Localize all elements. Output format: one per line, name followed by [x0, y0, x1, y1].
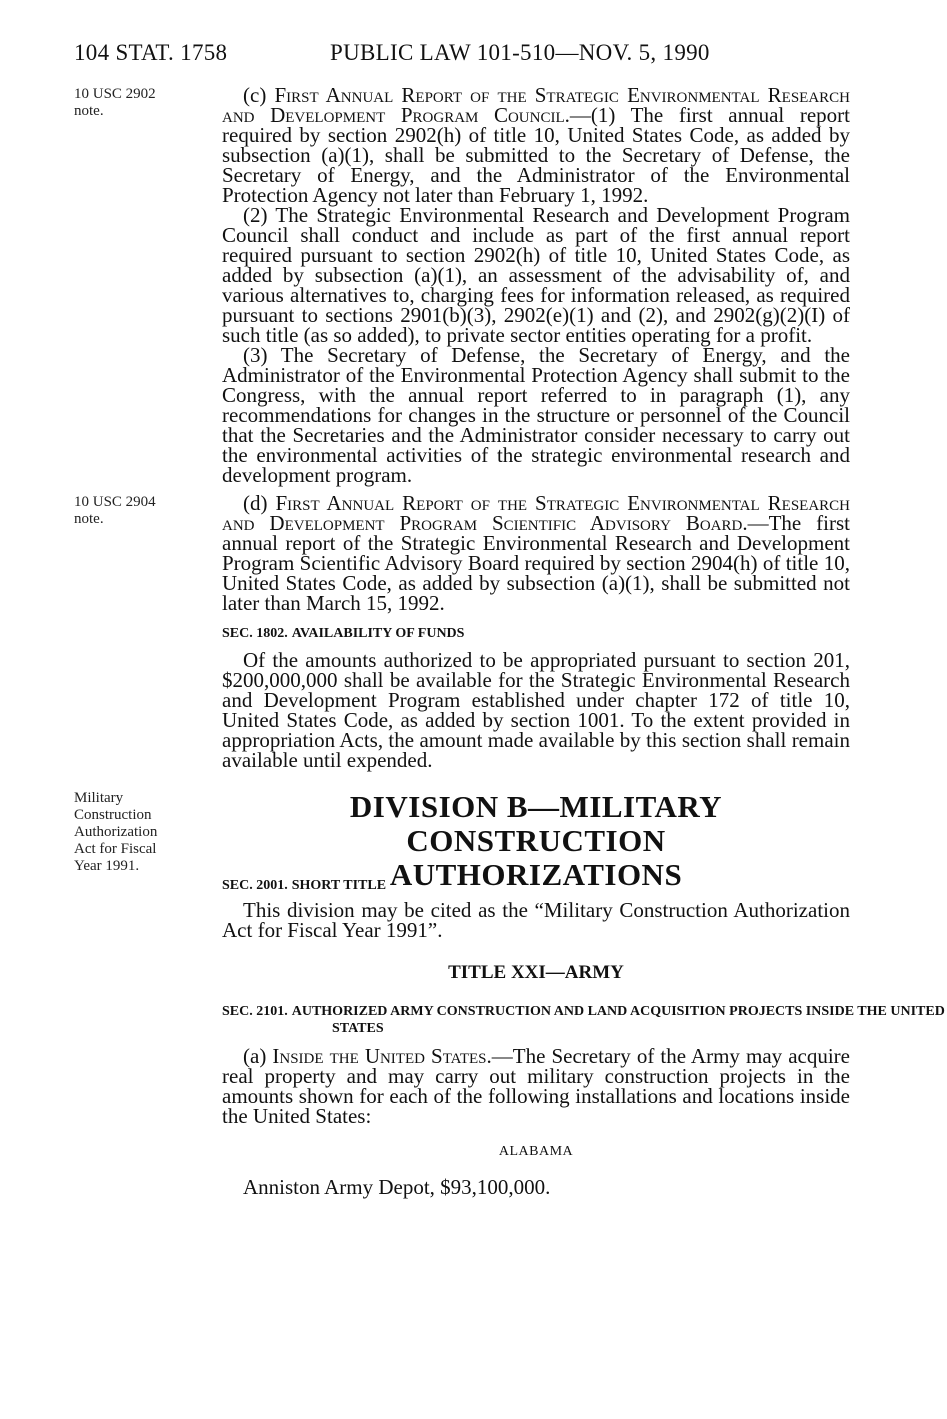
page-reference: 104 STAT. 1758 — [74, 40, 228, 65]
division-heading: DIVISION B—MILITARY CONSTRUCTION AUTHORIZATIONS — [349, 789, 723, 892]
margin-note-short-title: Military Construction Authorization Act for Fiscal Year 1991. — [74, 790, 158, 874]
section-2001 — [222, 900, 850, 940]
section-1802-text: Of the amounts authorized to be appropriated pursuant to section 201, $200,000,000 shall be available for the Strategic Environmental Research and Development Program established under chapter 172 of title 10, United States Code, as added by section 1001. To the extent provided in appropriation Acts, the amount made available by this section shall remain available until expended. — [222, 648, 850, 772]
title-xxi-heading: TITLE XXI—ARMY — [448, 962, 624, 983]
subsection-d — [222, 493, 850, 613]
law-reference: PUBLIC LAW 101-510—NOV. 5, 1990 — [330, 40, 710, 65]
section-1802 — [222, 650, 850, 770]
margin-note-usc-2902: 10 USC 2902 note. — [74, 86, 156, 119]
section-2001-text: This division may be cited as the “Military Construction Authorization Act for Fiscal Year 1991”. — [222, 898, 850, 942]
section-1802-heading: SEC. 1802. AVAILABILITY OF FUNDS — [222, 626, 465, 641]
subsection-c-heading: First Annual Report of the Strategic Environmental Research and Development Program Council. — [222, 83, 850, 127]
subsection-c-para-2: (2) The Strategic Environmental Research and Development Program Council shall conduct and include as part of the first annual report required pursuant to section 2902(h) of title 10, United States Code, as added by subsection (a)(1), an assessment of the advisability of, and various alternatives to, charging fees for information released, as required pursuant to sections 2901(b)(3), 2902(e)(1) and (2), and 2902(g)(2)(I) of such title (as so added), to private sector entities operating for a profit. — [222, 203, 850, 347]
subsection-d-para: (d) First Annual Report of the Strategic Environmental Research and Development Program Scientific Advisory Board.—The first annual report of the Strategic Environmental Research and Development Program Scientific Advisory Board required by section 2904(h) of title 10, United States Code, as added by subsection (a)(1), shall be submitted not later than March 15, 1992. — [222, 491, 851, 615]
section-2101-subsection-a-text: (a) Inside the United States.—The Secretary of the Army may acquire real property and may carry out military construction projects in the amounts shown for each of the following installations and locations inside the United States: — [222, 1044, 850, 1128]
section-2101-subsection-a — [222, 1046, 850, 1126]
margin-note-usc-2904: 10 USC 2904 note. — [74, 494, 156, 527]
subsection-c-para-1: (c) First Annual Report of the Strategic Environmental Research and Development Program Council.—(1) The first annual report required by section 2902(h) of title 10, United States Code, as added by subsection (a)(1), shall be submitted to the Secretary of Defense, the Secretary of Energy, and the Administrator of the Environmental Protection Agency not later than February 1, 1992. — [222, 83, 850, 207]
state-heading-alabama: ALABAMA — [498, 1144, 574, 1159]
subsection-c — [222, 85, 850, 485]
section-2101-subsection-a-heading: Inside the United States. — [272, 1044, 492, 1068]
subsection-d-heading: First Annual Report of the Strategic Environmental Research and Development Program Scientific Advisory Board. — [222, 491, 851, 535]
subsection-c-para-3: (3) The Secretary of Defense, the Secretary of Energy, and the Administrator of the Environmental Protection Agency shall submit to the Congress, with the annual report referred to in paragraph (1), any recommendations for changes in the structure or personnel of the Council that the Secretaries and the Administrator consider necessary to carry out the environmental activities of the strategic environmental research and development program. — [222, 343, 850, 487]
section-2001-heading: SEC. 2001. SHORT TITLE — [222, 878, 387, 893]
section-2101-heading: SEC. 2101. AUTHORIZED ARMY CONSTRUCTION AND LAND ACQUISITION PROJECTS INSIDE THE UNITED STATES — [222, 1004, 945, 1036]
project-entry: Anniston Army Depot, $93,100,000. — [243, 1175, 551, 1199]
